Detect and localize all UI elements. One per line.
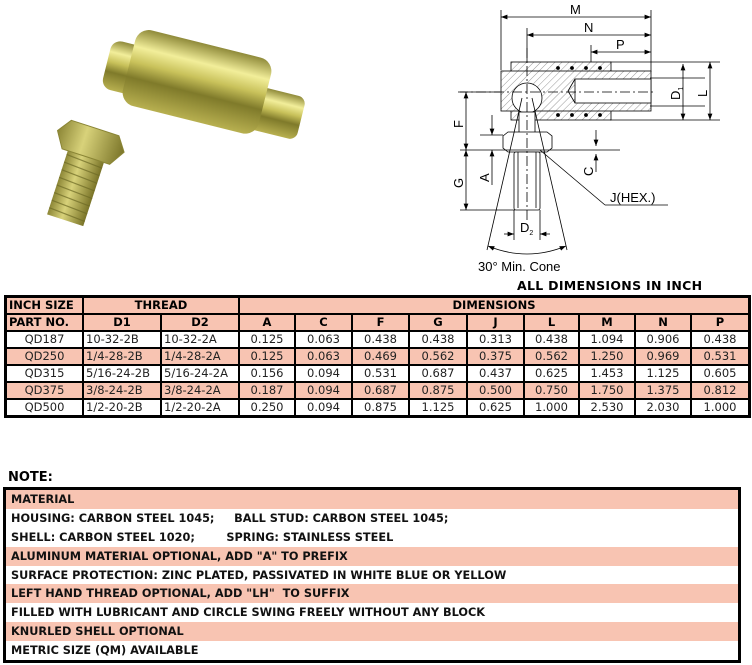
table-cell: QD250 bbox=[6, 348, 84, 365]
column-header-l: L bbox=[524, 314, 579, 331]
table-cell: 1.000 bbox=[691, 399, 750, 417]
table-cell: 0.125 bbox=[239, 331, 295, 348]
column-header-p: P bbox=[691, 314, 750, 331]
column-header-row bbox=[6, 314, 750, 331]
table-cell: 1.125 bbox=[635, 365, 691, 382]
table-cell: 0.812 bbox=[691, 382, 750, 399]
note-line: FILLED WITH LUBRICANT AND CIRCLE SWING FREELY WITHOUT ANY BLOCK bbox=[11, 606, 486, 620]
table-row bbox=[6, 399, 750, 417]
table-cell: 0.531 bbox=[691, 348, 750, 365]
note-line: KNURLED SHELL OPTIONAL bbox=[6, 622, 738, 641]
column-header-f: F bbox=[352, 314, 409, 331]
column-header-g: G bbox=[409, 314, 467, 331]
group-header-row bbox=[6, 297, 750, 315]
table-row bbox=[6, 382, 750, 399]
note-line: SHELL: CARBON STEEL 1020; SPRING: STAINLESS STEEL bbox=[11, 530, 394, 544]
table-row bbox=[6, 365, 750, 382]
table-row bbox=[6, 348, 750, 365]
units-note: ALL DIMENSIONS IN INCH bbox=[517, 278, 703, 293]
table-cell: 0.250 bbox=[239, 399, 295, 417]
table-cell: 1.250 bbox=[579, 348, 635, 365]
table-cell: 0.125 bbox=[239, 348, 295, 365]
table-cell: 1.453 bbox=[579, 365, 635, 382]
dim-label-l: L bbox=[695, 89, 710, 97]
table-cell: 1/4-28-2A bbox=[161, 348, 239, 365]
dim-label-m: M bbox=[570, 2, 581, 17]
dim-label-d2: $D_2$ bbox=[520, 220, 534, 237]
table-cell: 0.094 bbox=[295, 382, 352, 399]
technical-drawing bbox=[440, 0, 752, 275]
column-header-d2: D2 bbox=[161, 314, 239, 331]
table-cell: 0.969 bbox=[635, 348, 691, 365]
table-cell: 2.530 bbox=[579, 399, 635, 417]
column-header-d1: D1 bbox=[83, 314, 161, 331]
dim-label-d1: $D_1$ bbox=[668, 86, 685, 100]
table-cell: 0.156 bbox=[239, 365, 295, 382]
column-header-j: J bbox=[467, 314, 524, 331]
dim-label-n: N bbox=[584, 20, 594, 35]
table-cell: 1/2-20-2A bbox=[161, 399, 239, 417]
table-cell: 0.625 bbox=[524, 365, 579, 382]
table-cell: 0.469 bbox=[352, 348, 409, 365]
note-line: SURFACE PROTECTION: ZINC PLATED, PASSIVATED IN WHITE BLUE OR YELLOW bbox=[11, 568, 507, 582]
dim-label-f: F bbox=[451, 120, 466, 128]
notes-box bbox=[3, 487, 741, 663]
table-cell: 0.531 bbox=[352, 365, 409, 382]
note-line: LEFT HAND THREAD OPTIONAL, ADD "LH" TO SUFFIX bbox=[6, 584, 738, 603]
table-cell: 1.125 bbox=[409, 399, 467, 417]
table-cell: 1.750 bbox=[579, 382, 635, 399]
table-cell: 0.906 bbox=[635, 331, 691, 348]
table-cell: 1/4-28-2B bbox=[83, 348, 161, 365]
table-cell: 0.605 bbox=[691, 365, 750, 382]
table-cell: QD500 bbox=[6, 399, 84, 417]
table-cell: 1.375 bbox=[635, 382, 691, 399]
column-header-part-no: PART NO. bbox=[6, 314, 84, 331]
note-title: NOTE: bbox=[8, 470, 53, 485]
note-line: HOUSING: CARBON STEEL 1045; BALL STUD: CARBON STEEL 1045; bbox=[11, 511, 449, 525]
table-cell: 0.094 bbox=[295, 365, 352, 382]
table-cell: 0.437 bbox=[467, 365, 524, 382]
table-cell: 0.438 bbox=[691, 331, 750, 348]
note-line: METRIC SIZE (QM) AVAILABLE bbox=[11, 644, 199, 658]
table-cell: 0.875 bbox=[409, 382, 467, 399]
dim-label-g: G bbox=[451, 177, 466, 188]
note-line: MATERIAL bbox=[6, 490, 738, 509]
table-cell: 0.375 bbox=[467, 348, 524, 365]
table-cell: 3/8-24-2B bbox=[83, 382, 161, 399]
column-header-m: M bbox=[579, 314, 635, 331]
table-cell: 2.030 bbox=[635, 399, 691, 417]
dimensions-table bbox=[4, 295, 751, 418]
table-cell: 1/2-20-2B bbox=[83, 399, 161, 417]
table-cell: 0.438 bbox=[409, 331, 467, 348]
table-cell: 0.063 bbox=[295, 348, 352, 365]
table-cell: 0.562 bbox=[524, 348, 579, 365]
table-cell: 0.562 bbox=[409, 348, 467, 365]
table-cell: QD375 bbox=[6, 382, 84, 399]
table-cell: 5/16-24-2A bbox=[161, 365, 239, 382]
table-cell: 1.000 bbox=[524, 399, 579, 417]
table-cell: 0.438 bbox=[352, 331, 409, 348]
dim-label-c: C bbox=[581, 166, 596, 176]
table-cell: 0.187 bbox=[239, 382, 295, 399]
table-cell: 0.438 bbox=[524, 331, 579, 348]
column-header-a: A bbox=[239, 314, 295, 331]
table-cell: 0.094 bbox=[295, 399, 352, 417]
column-header-c: C bbox=[295, 314, 352, 331]
cone-label: 30° Min. Cone bbox=[478, 259, 561, 274]
table-cell: 0.500 bbox=[467, 382, 524, 399]
header-dimensions: DIMENSIONS bbox=[239, 297, 750, 315]
table-cell: 10-32-2B bbox=[83, 331, 161, 348]
table-cell: 0.063 bbox=[295, 331, 352, 348]
header-inch-size: INCH SIZE bbox=[6, 297, 84, 315]
table-cell: QD187 bbox=[6, 331, 84, 348]
dim-label-p: P bbox=[616, 37, 625, 52]
table-cell: 3/8-24-2A bbox=[161, 382, 239, 399]
dim-label-a: A bbox=[477, 173, 492, 182]
dim-label-j: J(HEX.) bbox=[610, 190, 656, 205]
table-cell: 0.875 bbox=[352, 399, 409, 417]
header-thread: THREAD bbox=[83, 297, 239, 315]
table-cell: 1.094 bbox=[579, 331, 635, 348]
table-cell: 0.687 bbox=[352, 382, 409, 399]
table-cell: 10-32-2A bbox=[161, 331, 239, 348]
table-cell: 0.750 bbox=[524, 382, 579, 399]
table-cell: 0.687 bbox=[409, 365, 467, 382]
table-row bbox=[6, 331, 750, 348]
table-cell: 0.625 bbox=[467, 399, 524, 417]
product-photo bbox=[20, 20, 320, 230]
table-cell: 0.313 bbox=[467, 331, 524, 348]
note-line: ALUMINUM MATERIAL OPTIONAL, ADD "A" TO PREFIX bbox=[6, 547, 738, 566]
table-cell: 5/16-24-2B bbox=[83, 365, 161, 382]
table-cell: QD315 bbox=[6, 365, 84, 382]
column-header-n: N bbox=[635, 314, 691, 331]
